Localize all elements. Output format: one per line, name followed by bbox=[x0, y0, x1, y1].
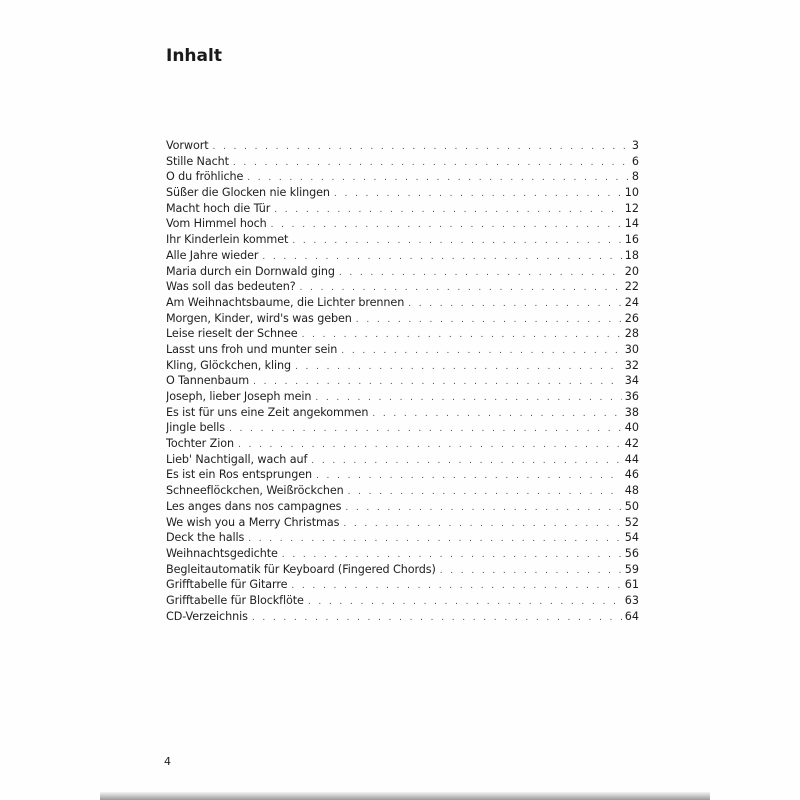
toc-entry-title: Ihr Kinderlein kommet bbox=[166, 233, 289, 247]
toc-entry-title: Tochter Zion bbox=[166, 437, 234, 451]
toc-entry-page: 22 bbox=[624, 280, 639, 294]
toc-entry-title: CD-Verzeichnis bbox=[166, 609, 248, 623]
toc-entry bbox=[166, 515, 639, 531]
toc-leader-dots bbox=[229, 422, 622, 436]
toc-entry-title: Kling, Glöckchen, kling bbox=[166, 358, 292, 372]
toc-entry-title: Stille Nacht bbox=[166, 154, 229, 168]
toc-entry-page: 44 bbox=[624, 452, 639, 466]
toc-leader-dots bbox=[308, 595, 622, 609]
toc-leader-dots bbox=[252, 611, 622, 625]
toc-entry-page: 24 bbox=[624, 295, 639, 309]
toc-leader-dots bbox=[247, 171, 629, 185]
toc-entry-page: 50 bbox=[624, 499, 639, 513]
toc-entry bbox=[166, 295, 639, 311]
toc-leader-dots bbox=[292, 234, 621, 248]
toc-entry bbox=[166, 405, 639, 421]
toc-entry-title: Vorwort bbox=[166, 139, 209, 152]
toc-leader-dots bbox=[408, 297, 622, 311]
toc-entry-page: 3 bbox=[631, 139, 639, 152]
toc-entry bbox=[166, 138, 639, 154]
toc-entry bbox=[166, 248, 639, 264]
toc-entry bbox=[166, 436, 639, 452]
toc-leader-dots bbox=[233, 156, 629, 170]
toc-leader-dots bbox=[316, 469, 622, 483]
toc-entry-title: Am Weihnachtsbaume, die Lichter brennen bbox=[166, 295, 405, 309]
toc-entry-title: Lieb' Nachtigall, wach auf bbox=[166, 452, 308, 466]
toc-entry-title: Weihnachtsgedichte bbox=[166, 546, 278, 560]
toc-entry-page: 61 bbox=[624, 578, 639, 592]
toc-entry bbox=[166, 483, 639, 499]
toc-entry bbox=[166, 546, 639, 562]
toc-entry bbox=[166, 577, 639, 593]
toc-entry bbox=[166, 232, 639, 248]
toc-entry-page: 56 bbox=[624, 546, 639, 560]
toc-entry bbox=[166, 609, 639, 625]
toc-entry bbox=[166, 169, 639, 185]
toc-entry-page: 38 bbox=[624, 405, 639, 419]
toc-entry-page: 54 bbox=[624, 531, 639, 545]
toc-entry-title: Es ist ein Ros entsprungen bbox=[166, 468, 313, 482]
toc-entry bbox=[166, 420, 639, 436]
toc-entry bbox=[166, 279, 639, 295]
toc-entry bbox=[166, 467, 639, 483]
toc-entry-title: Lasst uns froh und munter sein bbox=[166, 342, 338, 356]
toc-leader-dots bbox=[334, 187, 622, 201]
toc-entry bbox=[166, 264, 639, 280]
toc-entry-title: O Tannenbaum bbox=[166, 374, 250, 388]
toc-entry bbox=[166, 499, 639, 515]
toc-leader-dots bbox=[295, 360, 622, 374]
toc-entry-title: Maria durch ein Dornwald ging bbox=[166, 264, 335, 278]
toc-entry bbox=[166, 201, 639, 217]
toc-entry-title: Begleitautomatik für Keyboard (Fingered Chords) bbox=[166, 562, 436, 576]
toc-entry-page: 48 bbox=[624, 484, 639, 498]
toc-entry bbox=[166, 185, 639, 201]
toc-entry-page: 59 bbox=[624, 562, 639, 576]
toc-entry bbox=[166, 593, 639, 609]
toc-leader-dots bbox=[253, 375, 622, 389]
toc-entry-title: Joseph, lieber Joseph mein bbox=[166, 390, 312, 403]
toc-entry-page: 34 bbox=[624, 374, 639, 388]
toc-leader-dots bbox=[356, 313, 622, 327]
toc-entry-title: Macht hoch die Tür bbox=[166, 201, 271, 215]
toc-leader-dots bbox=[315, 391, 621, 405]
toc-entry bbox=[166, 389, 639, 405]
toc-leader-dots bbox=[348, 485, 622, 499]
toc-entry bbox=[166, 311, 639, 327]
toc-entry-page: 40 bbox=[624, 421, 639, 435]
toc-entry-page: 10 bbox=[624, 186, 639, 200]
toc-entry-page: 20 bbox=[624, 264, 639, 278]
toc-entry-page: 64 bbox=[624, 609, 639, 623]
toc-entry bbox=[166, 358, 639, 374]
toc-entry-title: O du fröhliche bbox=[166, 170, 244, 184]
toc-leader-dots bbox=[271, 218, 622, 232]
toc-leader-dots bbox=[213, 140, 629, 154]
toc-entry-page: 16 bbox=[624, 233, 639, 247]
toc-entry-title: Es ist für uns eine Zeit angekommen bbox=[166, 405, 369, 419]
toc-entry-page: 8 bbox=[631, 170, 639, 184]
toc-leader-dots bbox=[238, 438, 622, 452]
toc-leader-dots bbox=[339, 266, 622, 280]
toc-leader-dots bbox=[343, 517, 621, 531]
toc-entry-page: 26 bbox=[624, 311, 639, 325]
toc-entry bbox=[166, 452, 639, 468]
toc-entry-title: Leise rieselt der Schnee bbox=[166, 327, 298, 341]
toc-leader-dots bbox=[311, 454, 621, 468]
toc-leader-dots bbox=[248, 532, 622, 546]
toc-leader-dots bbox=[274, 203, 621, 217]
toc-entry-title: Les anges dans nos campagnes bbox=[166, 499, 342, 513]
toc-entry-page: 32 bbox=[624, 358, 639, 372]
page-title: Inhalt bbox=[166, 46, 222, 66]
toc-entry-page: 46 bbox=[624, 468, 639, 482]
table-of-contents bbox=[166, 138, 639, 624]
toc-leader-dots bbox=[372, 407, 621, 421]
toc-entry-title: Jingle bells bbox=[166, 421, 225, 435]
toc-leader-dots bbox=[440, 564, 622, 578]
toc-entry-page: 42 bbox=[624, 437, 639, 451]
page-bottom-edge bbox=[100, 792, 710, 800]
toc-entry-page: 18 bbox=[624, 248, 639, 262]
toc-entry bbox=[166, 342, 639, 358]
page-number: 4 bbox=[164, 755, 171, 768]
toc-entry-page: 52 bbox=[624, 515, 639, 529]
toc-entry-title: Morgen, Kinder, wird's was geben bbox=[166, 311, 352, 325]
toc-entry bbox=[166, 216, 639, 232]
toc-entry bbox=[166, 154, 639, 170]
toc-entry-title: Alle Jahre wieder bbox=[166, 248, 259, 262]
toc-leader-dots bbox=[262, 250, 621, 264]
toc-entry-title: Was soll das bedeuten? bbox=[166, 280, 296, 294]
toc-entry-page: 14 bbox=[624, 217, 639, 231]
toc-leader-dots bbox=[300, 281, 622, 295]
toc-entry-page: 36 bbox=[624, 390, 639, 403]
toc-leader-dots bbox=[291, 579, 621, 593]
toc-entry-title: Vom Himmel hoch bbox=[166, 217, 267, 231]
toc-entry-title: Süßer die Glocken nie klingen bbox=[166, 186, 330, 200]
toc-entry-page: 30 bbox=[624, 342, 639, 356]
toc-entry-page: 12 bbox=[624, 201, 639, 215]
toc-entry-title: Schneeflöckchen, Weißröckchen bbox=[166, 484, 344, 498]
toc-entry-title: Deck the halls bbox=[166, 531, 245, 545]
toc-entry-title: We wish you a Merry Christmas bbox=[166, 515, 340, 529]
toc-entry-page: 6 bbox=[631, 154, 639, 168]
toc-entry-title: Grifftabelle für Blockflöte bbox=[166, 593, 304, 607]
toc-entry bbox=[166, 530, 639, 546]
toc-entry bbox=[166, 373, 639, 389]
toc-entry bbox=[166, 326, 639, 342]
toc-entry-page: 63 bbox=[624, 593, 639, 607]
toc-leader-dots bbox=[302, 328, 622, 342]
toc-entry-title: Grifftabelle für Gitarre bbox=[166, 578, 288, 592]
toc-leader-dots bbox=[345, 501, 621, 515]
toc-entry bbox=[166, 562, 639, 578]
toc-entry-page: 28 bbox=[624, 327, 639, 341]
toc-leader-dots bbox=[282, 548, 622, 562]
toc-leader-dots bbox=[341, 344, 621, 358]
